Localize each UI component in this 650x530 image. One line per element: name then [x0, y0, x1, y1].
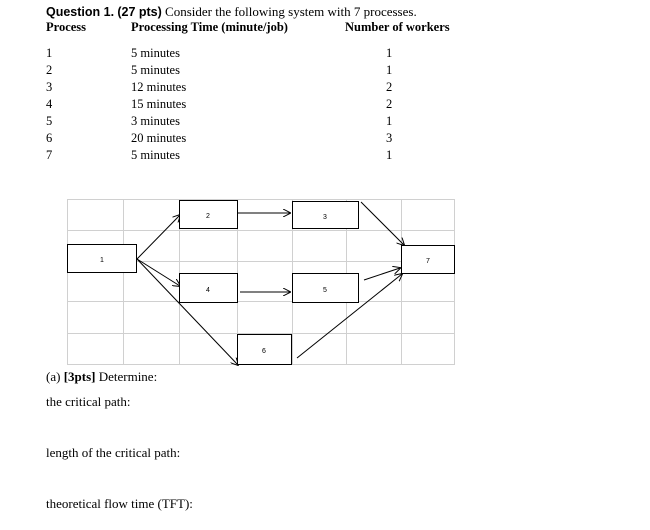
- question-text: Consider the following system with 7 processes.: [165, 4, 417, 19]
- row-3-time: 12 minutes: [131, 80, 187, 94]
- row-4-process: 4: [46, 97, 53, 111]
- row-2-process: 2: [46, 63, 53, 77]
- header-process: Process: [46, 20, 87, 34]
- row-6-process: 6: [46, 131, 53, 145]
- row-2-workers: 1: [386, 63, 393, 77]
- node-5: [293, 274, 359, 303]
- node-1: [68, 245, 137, 273]
- row-1-workers: 1: [386, 46, 393, 60]
- node-4: [180, 274, 238, 303]
- row-5-workers: 1: [386, 114, 393, 128]
- node-6: [238, 335, 292, 365]
- row-6-time: 20 minutes: [131, 131, 187, 145]
- row-5-time: 3 minutes: [131, 114, 180, 128]
- row-7-time: 5 minutes: [131, 148, 180, 162]
- row-1-process: 1: [46, 46, 53, 60]
- node-3-label: 3: [323, 214, 327, 221]
- part-a-text: Determine:: [98, 369, 158, 384]
- node-3: [293, 202, 359, 229]
- row-3-process: 3: [46, 80, 53, 94]
- node-7-label: 7: [426, 258, 430, 265]
- row-3-workers: 2: [386, 80, 393, 94]
- part-a-points: [3pts]: [63, 369, 96, 384]
- row-5-process: 5: [46, 114, 53, 128]
- critical-path-prompt: the critical path:: [46, 394, 131, 409]
- row-7-workers: 1: [386, 148, 393, 162]
- node-7: [402, 246, 455, 274]
- critical-path-length-prompt: length of the critical path:: [46, 445, 181, 460]
- edge-5-7: [364, 268, 400, 280]
- edge-1-2: [137, 215, 180, 259]
- node-5-label: 5: [323, 287, 327, 294]
- edge-3-7: [361, 202, 404, 245]
- part-a-heading: [46, 369, 157, 385]
- row-1-time: 5 minutes: [131, 46, 180, 60]
- question-number: Question 1.: [46, 5, 115, 19]
- row-7-process: 7: [46, 148, 53, 162]
- row-4-time: 15 minutes: [131, 97, 187, 111]
- part-a-label: (a): [46, 369, 61, 384]
- row-2-time: 5 minutes: [131, 63, 180, 77]
- header-number-of-workers: Number of workers: [345, 20, 450, 34]
- node-6-label: 6: [262, 348, 266, 355]
- node-2: [180, 201, 238, 229]
- node-4-label: 4: [206, 287, 210, 294]
- tft-prompt: theoretical flow time (TFT):: [46, 496, 193, 511]
- row-4-workers: 2: [386, 97, 393, 111]
- node-2-label: 2: [206, 213, 210, 220]
- header-processing-time: Processing Time (minute/job): [131, 20, 288, 34]
- node-1-label: 1: [100, 257, 104, 264]
- row-6-workers: 3: [386, 131, 393, 145]
- question-points: (27 pts): [117, 5, 162, 19]
